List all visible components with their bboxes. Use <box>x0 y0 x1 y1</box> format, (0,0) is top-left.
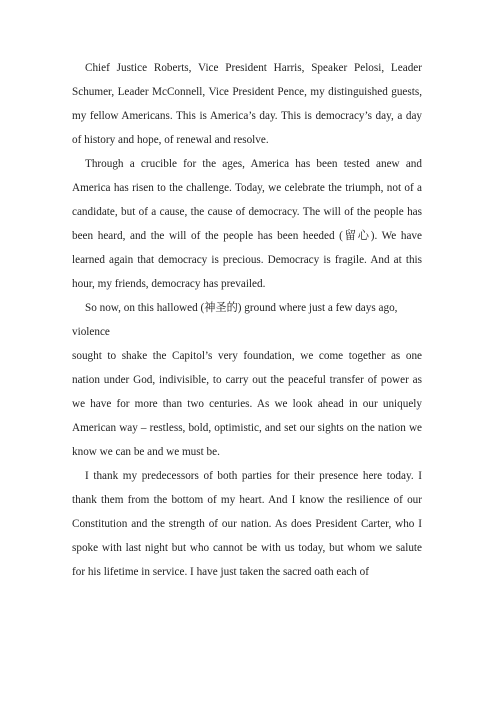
paragraph-3: So now, on this hallowed (神圣的) ground where just a few days ago, violence <box>72 302 398 338</box>
paragraph-1: Chief Justice Roberts, Vice President Harris, Speaker Pelosi, Leader Schumer, Leader McConnell, Vice President Pence, my distinguished guests, my fellow Americans. This is America’s day. This is democracy’s day, a day of history and hope, of renewal and resolve. <box>72 62 422 146</box>
paragraph-5: I thank my predecessors of both parties for their presence here today. I thank them from the bottom of my heart. And I know the resilience of our Constitution and the strength of our nation. As does President Carter, who I spoke with last night but who cannot be with us today, but whom we salute for his lifetime in service. I have just taken the sacred oath each of <box>72 470 422 578</box>
paragraph-4: sought to shake the Capitol’s very foundation, we come together as one nation under God, indivisible, to carry out the peaceful transfer of power as we have for more than two centuries. As we look ahead in our uniquely American way – restless, bold, optimistic, and set our sights on the nation we know we can be and we must be. <box>72 350 422 458</box>
paragraph-2: Through a crucible for the ages, America has been tested anew and America has risen to the challenge. Today, we celebrate the triumph, not of a candidate, but of a cause, the cause of democracy. The will of the people has been heard, and the will of the people has been heeded (留心). We have learned again that democracy is precious. Democracy is fragile. And at this hour, my friends, democracy has prevailed. <box>72 158 422 290</box>
document-body <box>72 56 422 584</box>
